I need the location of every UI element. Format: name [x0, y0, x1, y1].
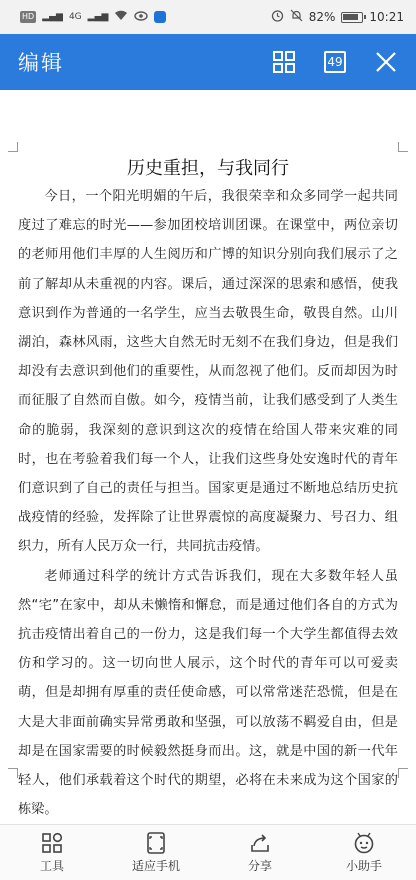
clock: 10:21 — [369, 10, 404, 24]
battery-percent: 82% — [308, 10, 336, 24]
assistant-label: 小助手 — [345, 858, 382, 873]
status-right — [271, 9, 404, 25]
document-title: 历史重担，与我同行 — [127, 158, 289, 179]
tools-button[interactable] — [0, 832, 104, 874]
alarm-icon — [271, 9, 284, 25]
hd-icon: HD — [22, 12, 35, 21]
crop-mark-bottom-right — [398, 768, 408, 778]
bottom-toolbar — [0, 824, 416, 880]
assistant-face-icon — [353, 832, 375, 854]
assistant-button[interactable] — [312, 832, 416, 874]
paragraph: 今日，一个阳光明媚的午后，我很荣幸和众多同学一起共同度过了难忘的时光——参加团校培训团课。在课堂中，两位亲切的老师用他们丰厚的人生阅历和广博的知识分别向我们展示了之前了解却从未重视的内容。课后，通过深深的思索和感悟，使我意识到作为普通的一名学生，应当去敬畏生命，敬畏自然。山川湖泊，森林风雨，这些大自然无时无刻不在我们身边，但是我们却没有去意识到他们的重要性，从而忽视了他们。反而却因为时而征服了自然而自傲。如今，疫情当前，让我们感受到了人类生命的脆弱，我深刻的意识到这次的疫情在给国人带来灾难的同时，也在考验着我们每一个人，让我们这些身处安逸时代的青年们意识到了自己的责任与担当。国家更是通过不断地总结历史抗战疫情的经验，发挥除了让世界震惊的高度凝聚力、号召力、组织力，所有人民万众一行，共同抗击疫情。 — [18, 189, 398, 555]
network-type: 4G — [68, 12, 82, 22]
share-icon — [249, 832, 271, 854]
fit-screen-icon — [145, 832, 167, 854]
paragraph: 老师通过科学的统计方式告诉我们，现在大多数年轻人虽然“宅”在家中，却从未懒惰和懈怠，而是通过他们各自的方式为抗击疫情出着自己的一份力，这是我们每一个大学生都值得去效仿和学习的。这一切向世人展示，这个时代的青年可以可爱卖萌，但是却拥有厚重的责任使命感，可以常常迷茫恐慌，但是在大是大非面前确实异常勇敢和坚强，可以放荡不羁爱自由，但是却是在国家需要的时候毅然挺身而出。这，就是中国的新一代年轻人，他们承载着这个时代的期望，必将在未来成为这个国家的栋梁。 — [18, 568, 398, 818]
app-icon — [154, 11, 166, 23]
tools-icon — [41, 832, 63, 854]
battery-icon — [341, 12, 363, 23]
document-body — [18, 182, 398, 824]
grid-icon — [273, 51, 295, 73]
share-label: 分享 — [247, 858, 272, 873]
fit-phone-button[interactable] — [104, 832, 208, 874]
close-button[interactable] — [374, 50, 398, 74]
close-icon — [375, 51, 397, 73]
app-header — [0, 34, 416, 90]
header-actions — [272, 50, 398, 74]
status-left — [20, 10, 166, 24]
eye-icon — [134, 10, 148, 24]
page-count-button[interactable]: 49 — [324, 51, 346, 73]
crop-mark-top-right — [398, 142, 408, 152]
document-page[interactable] — [0, 90, 416, 824]
tools-label: 工具 — [39, 858, 64, 873]
fit-phone-label: 适应手机 — [131, 858, 180, 873]
status-bar — [0, 0, 416, 34]
wifi-icon — [114, 10, 128, 24]
share-button[interactable] — [208, 832, 312, 874]
grid-view-button[interactable] — [272, 50, 296, 74]
signal-icon-2: ▂▄▆ — [87, 12, 109, 22]
mute-icon — [290, 9, 303, 25]
crop-mark-top-left — [8, 142, 18, 152]
signal-icon: ▂▄▆ — [42, 12, 63, 22]
crop-mark-bottom-left — [8, 768, 18, 778]
header-title: 编辑 — [18, 51, 64, 75]
